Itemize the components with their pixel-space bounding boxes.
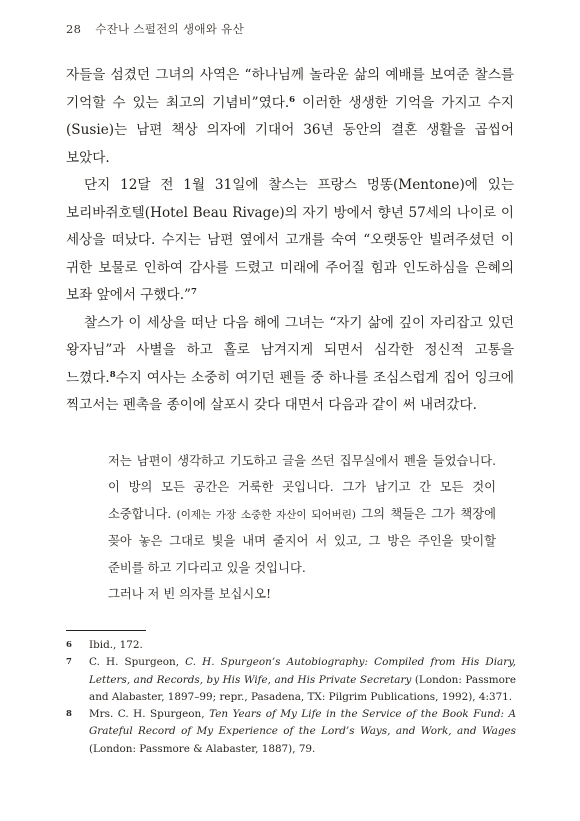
quote-paragraph-2: 그러나 저 빈 의자를 보십시오! (108, 587, 272, 602)
footnote-ref-7: 7 (190, 287, 197, 297)
footnote-6 (66, 637, 516, 654)
footnote-text: C. H. Spurgeon, C. H. Spurgeon’s Autobiography: Compiled from His Diary, Letters, and Records, by His Wife, and His Private Secretary (London: Passmore and Alabaster, 1897–99; repr., Pasadena, TX: Pilgrim Publications, 1992), 4:371. (89, 656, 516, 703)
block-quote (108, 448, 496, 607)
quote-parenthetical: (이제는 가장 소중한 자산이 되어버린) (176, 508, 356, 521)
footnote-number: 8 (66, 709, 72, 720)
paragraph-2-text: 단지 12달 전 1월 31일에 찰스는 프랑스 멍똥(Mentone)에 있는 보리바쥐호텔(Hotel Beau Rivage)의 자기 방에서 향년 57세의 나이로 이 세상을 떠났다. 수지는 남편 옆에서 고개를 숙여 “오랫동안 빌려주셨던 이 귀한 보물로 인하여 감사를 드렸고 미래에 주어질 힘과 인도하심을 은혜의 보좌 앞에서 구했다.” (66, 177, 514, 303)
quote-text-b: 그의 책들은 그가 책장에 꽂아 놓은 그대로 빛을 내며 줄지어 서 있고, 그 방은 주인을 맞이할 준비를 하고 기다리고 있을 것입니다. (108, 506, 496, 575)
footnote-7 (66, 654, 516, 706)
quote-text-a: 저는 남편이 생각하고 기도하고 글을 쓰던 집무실에서 펜을 들었습니다. 이 방의 모든 공간은 거룩한 곳입니다. 그가 남기고 간 모든 것이 소중합니다. (108, 454, 496, 521)
running-header (66, 21, 244, 37)
quote-paragraph-1 (108, 448, 496, 581)
paragraph-1 (66, 62, 514, 172)
page-number: 28 (66, 22, 82, 36)
paragraph-3-text-a: 찰스가 이 세상을 떠난 다음 해에 그녀는 “자기 삶에 깊이 자리잡고 있던 왕자님”과 사별을 하고 홀로 남겨지게 되면서 심각한 정신적 고통을 느꼈다. (66, 314, 514, 386)
footnote-text: Ibid., 172. (89, 639, 143, 651)
running-title: 수잔나 스펄전의 생애와 유산 (95, 22, 244, 36)
footnote-8 (66, 706, 516, 758)
footnote-number: 7 (66, 657, 72, 668)
footnote-rule (66, 630, 146, 631)
footnote-ref-8: 8 (109, 369, 116, 380)
footnotes (66, 637, 516, 758)
body-text (66, 62, 514, 420)
footnote-ref-6: 6 (289, 94, 296, 105)
paragraph-3 (66, 310, 514, 420)
paragraph-1-text-b: 이러한 생생한 기억을 가지고 수지(Susie)는 남편 책상 의자에 기대어 36년 동안의 결혼 생활을 곱씹어 보았다. (66, 94, 514, 166)
paragraph-2 (66, 172, 514, 310)
footnote-number: 6 (66, 640, 72, 650)
paragraph-3-text-b: 수지 여사는 소중히 여기던 펜들 중 하나를 조심스럽게 집어 잉크에 찍고서는 펜촉을 종이에 살포시 갖다 대면서 다음과 같이 써 내려갔다. (66, 369, 514, 413)
footnote-text: Mrs. C. H. Spurgeon, Ten Years of My Life in the Service of the Book Fund: A Grateful Record of My Experience of the Lord’s Ways, and Work, and Wages (London: Passmore & Alabaster, 1887), 79. (89, 708, 517, 755)
paragraph-1-text-a: 자들을 섬겼던 그녀의 사역은 “하나님께 놀라운 삶의 예배를 보여준 찰스를 기억할 수 있는 최고의 기념비”였다. (66, 67, 514, 111)
